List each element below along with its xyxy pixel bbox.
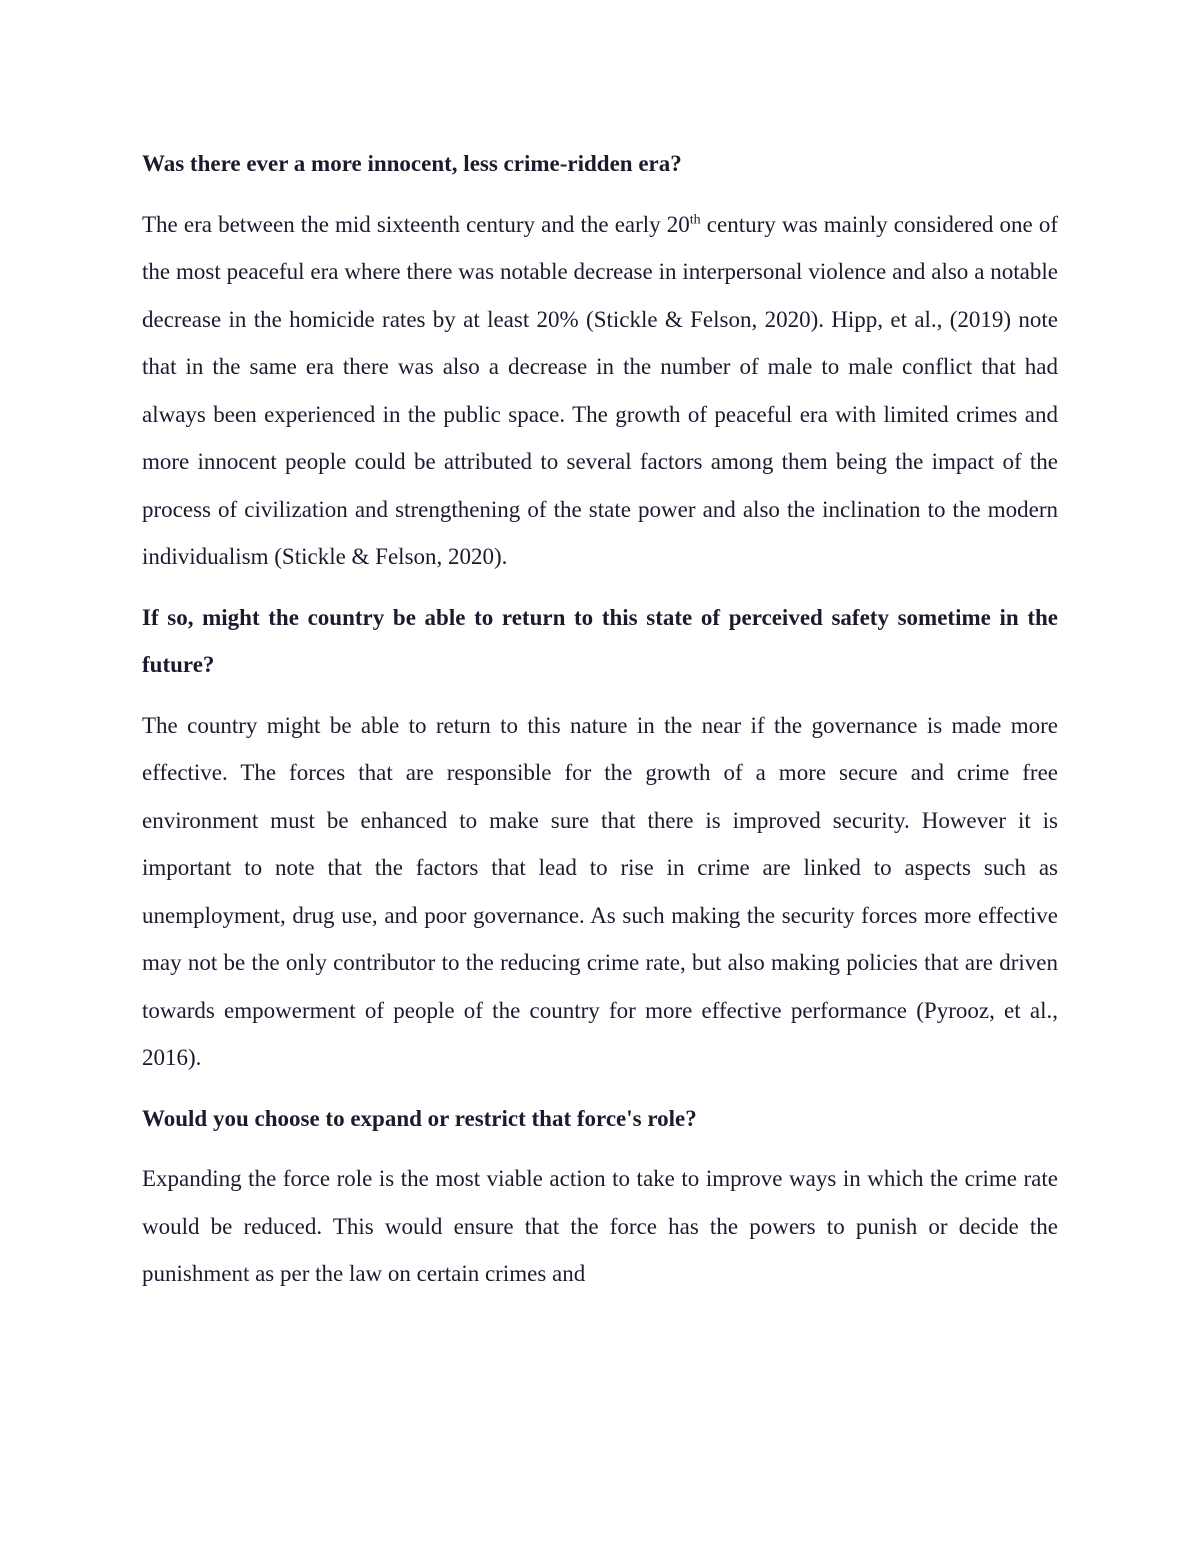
answer-paragraph-1-part2: century was mainly considered one of the most peaceful era where there was notable decrease in interpersonal violence and also a notable decrease in the homicide rates by at least 20% (Stickle & Felson, 2020). Hipp, et al., (2019) note that in the same era there was also a decrease in the number of male to male conflict that had always been experienced in the public space. The growth of peaceful era with limited crimes and more innocent people could be attributed to several factors among them being the impact of the process of civilization and strengthening of the state power and also the inclination to the modern individualism (Stickle & Felson, 2020). — [142, 211, 1058, 569]
question-heading-1: Was there ever a more innocent, less crime-ridden era? — [142, 151, 682, 176]
answer-paragraph-1-part1: The era between the mid sixteenth century and the early 20 — [142, 211, 690, 237]
question-heading-3: Would you choose to expand or restrict that force's role? — [142, 1105, 697, 1131]
answer-paragraph-1 — [142, 201, 1058, 581]
question-heading-2: If so, might the country be able to return to this state of perceived safety sometime in the future? — [142, 604, 1058, 677]
document-body — [142, 140, 1058, 1298]
answer-paragraph-3: Expanding the force role is the most viable action to take to improve ways in which the crime rate would be reduced. This would ensure that the force has the powers to punish or decide the punishment as per the law on certain crimes and — [142, 1166, 1058, 1286]
ordinal-suffix: th — [689, 211, 701, 227]
answer-paragraph-2: The country might be able to return to this nature in the near if the governance is made more effective. The forces that are responsible for the growth of a more secure and crime free environment must be enhanced to make sure that there is improved security. However it is important to note that the factors that lead to rise in crime are linked to aspects such as unemployment, drug use, and poor governance. As such making the security forces more effective may not be the only contributor to the reducing crime rate, but also making policies that are driven towards empowerment of people of the country for more effective performance (Pyrooz, et al., 2016). — [142, 712, 1058, 1070]
